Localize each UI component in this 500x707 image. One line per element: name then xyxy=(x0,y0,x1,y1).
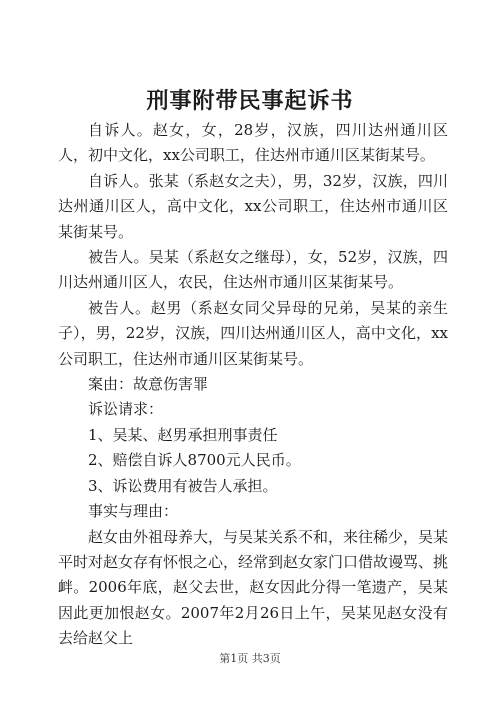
paragraph-claims-heading: 诉讼请求： xyxy=(88,400,164,419)
page-number-footer: 第1页 共3页 xyxy=(219,652,281,665)
paragraph-plaintiff-2: 自诉人。张某（系赵女之夫），男，32岁，汉族，四川达州通川区人，高中文化，xx公司职工，住达州市通川区某街某号。 xyxy=(58,171,448,241)
paragraph-claim-3: 3、诉讼费用有被告人承担。 xyxy=(88,476,278,495)
document-title: 刑事附带民事起诉书 xyxy=(146,88,354,114)
paragraph-defendant-2: 被告人。赵男（系赵女同父异母的兄弟，吴某的亲生子），男，22岁，汉族，四川达州通川区人，高中文化，xx公司职工，住达州市通川区某街某号。 xyxy=(58,298,448,368)
paragraph-plaintiff-1: 自诉人。赵女，女，28岁，汉族，四川达州通川区人，初中文化，xx公司职工，住达州市通川区某街某号。 xyxy=(58,121,448,165)
document-body xyxy=(58,118,448,652)
paragraph-defendant-1: 被告人。吴某（系赵女之继母），女，52岁，汉族，四川达州通川区人，农民，住达州市通川区某街某号。 xyxy=(58,248,448,292)
paragraph-facts-body: 赵女由外祖母养大，与吴某关系不和，来往稀少，吴某平时对赵女存有怀恨之心，经常到赵女家门口借故谩骂、挑衅。2006年底，赵父去世，赵女因此分得一笔遗产，吴某因此更加恨赵女。2007年2月26日上午，吴某见赵女没有去给赵父上 xyxy=(58,527,449,648)
paragraph-facts-heading: 事实与理由： xyxy=(88,502,179,521)
paragraph-case-cause: 案由：故意伤害罪 xyxy=(88,375,209,394)
paragraph-claim-1: 1、吴某、赵男承担刑事责任 xyxy=(88,425,278,444)
paragraph-claim-2: 2、赔偿自诉人8700元人民币。 xyxy=(88,451,301,470)
